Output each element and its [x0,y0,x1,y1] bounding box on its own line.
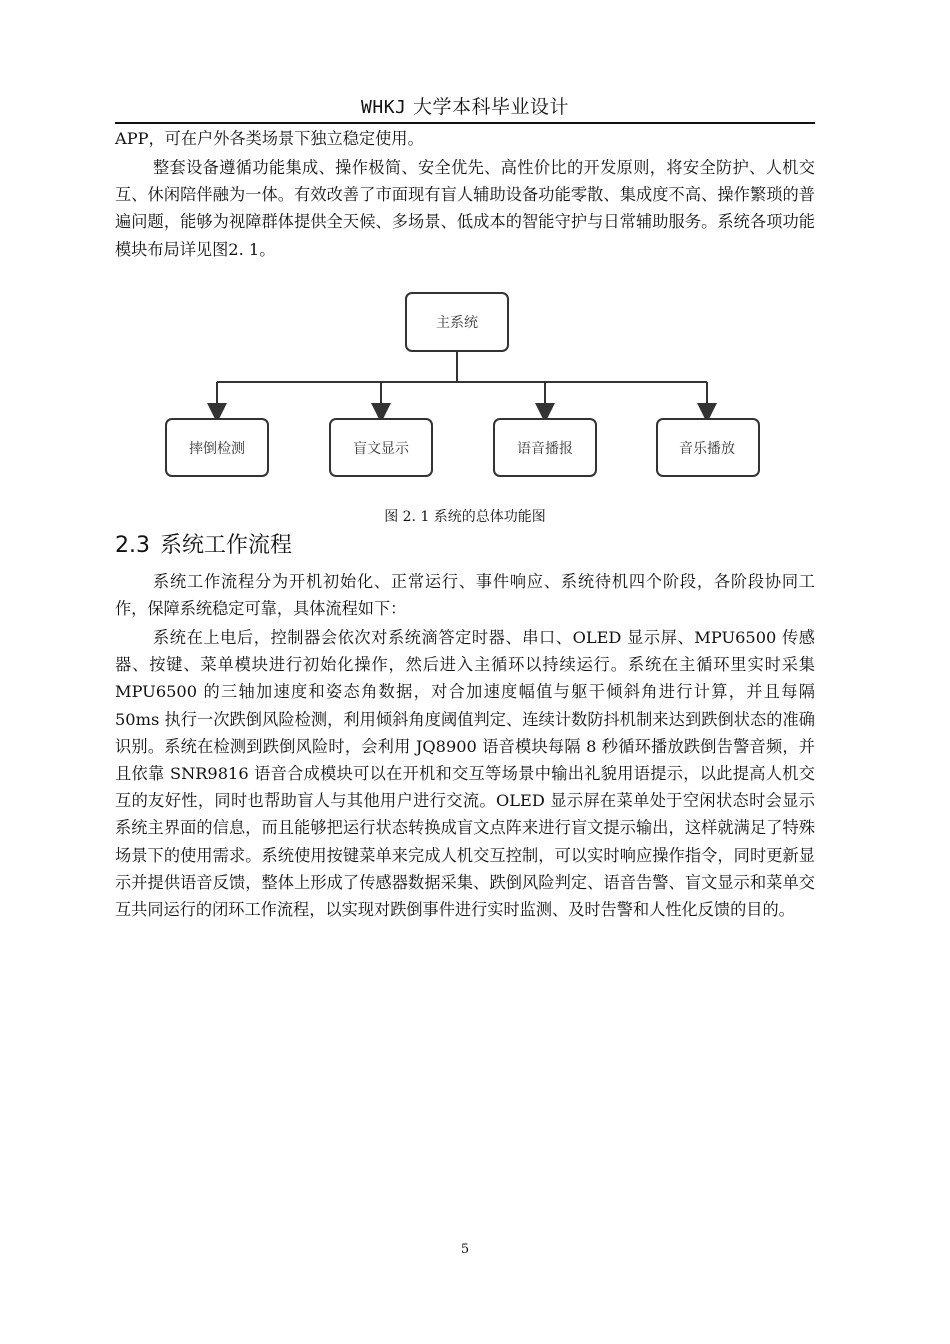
child-node-label: 语音播报 [517,441,573,457]
header-divider [115,122,815,124]
child-node-label: 摔倒检测 [189,441,245,457]
child-node-label: 盲文显示 [353,441,409,457]
section-title: 系统工作流程 [160,533,293,558]
section-number: 2.3 [115,533,150,558]
function-diagram [150,285,780,485]
header-latin: WHKJ [361,97,407,118]
page-number: 5 [460,1242,470,1257]
paragraph: 系统在上电后，控制器会依次对系统滴答定时器、串口、OLED 显示屏、MPU6500 传感器、按键、菜单模块进行初始化操作，然后进入主循环以持续运行。系统在主循环里实时采集 MPU6500 的三轴加速度和姿态角数据，对合加速度幅值与躯干倾斜角进行计算，并且每隔 50ms 执行一次跌倒风险检测，利用倾斜角度阈值判定、连续计数防抖机制来达到跌倒状态的准确识别。系统在检测到跌倒风险时，会利用 JQ8900 语音模块每隔 8 秒循环播放跌倒告警音频，并且依靠 SNR9816 语音合成模块可以在开机和交互等场景中输出礼貌用语提示，以此提高人机交互的友好性，同时也帮助盲人与其他用户进行交流。OLED 显示屏在菜单处于空闲状态时会显示系统主界面的信息，而且能够把运行状态转换成盲文点阵来进行盲文提示输出，这样就满足了特殊场景下的使用需求。系统使用按键菜单来完成人机交互控制，可以实时响应操作指令，同时更新显示并提供语音反馈，整体上形成了传感器数据采集、跌倒风险判定、语音告警、盲文显示和菜单交互共同运行的闭环工作流程，以实现对跌倒事件进行实时监测、及时告警和人性化反馈的目的。 [115,628,815,920]
child-node-label: 音乐播放 [679,441,735,457]
paragraph: APP，可在户外各类场景下独立稳定使用。 [115,129,424,148]
root-node-label: 主系统 [436,315,478,331]
paragraph: 整套设备遵循功能集成、操作极简、安全优先、高性价比的开发原则，将安全防护、人机交互、休闲陪伴融为一体。有效改善了市面现有盲人辅助设备功能零散、集成度不高、操作繁琐的普遍问题，能够为视障群体提供全天候、多场景、低成本的智能守护与日常辅助服务。系统各项功能模块布局详见图2. 1。 [115,158,815,259]
figure-caption: 图 2. 1 系统的总体功能图 [384,509,546,525]
paragraph: 系统工作流程分为开机初始化、正常运行、事件响应、系统待机四个阶段，各阶段协同工作，保障系统稳定可靠，具体流程如下： [115,572,815,619]
page-header [115,92,815,119]
header-title: 大学本科毕业设计 [412,96,569,118]
section-heading [115,528,292,559]
